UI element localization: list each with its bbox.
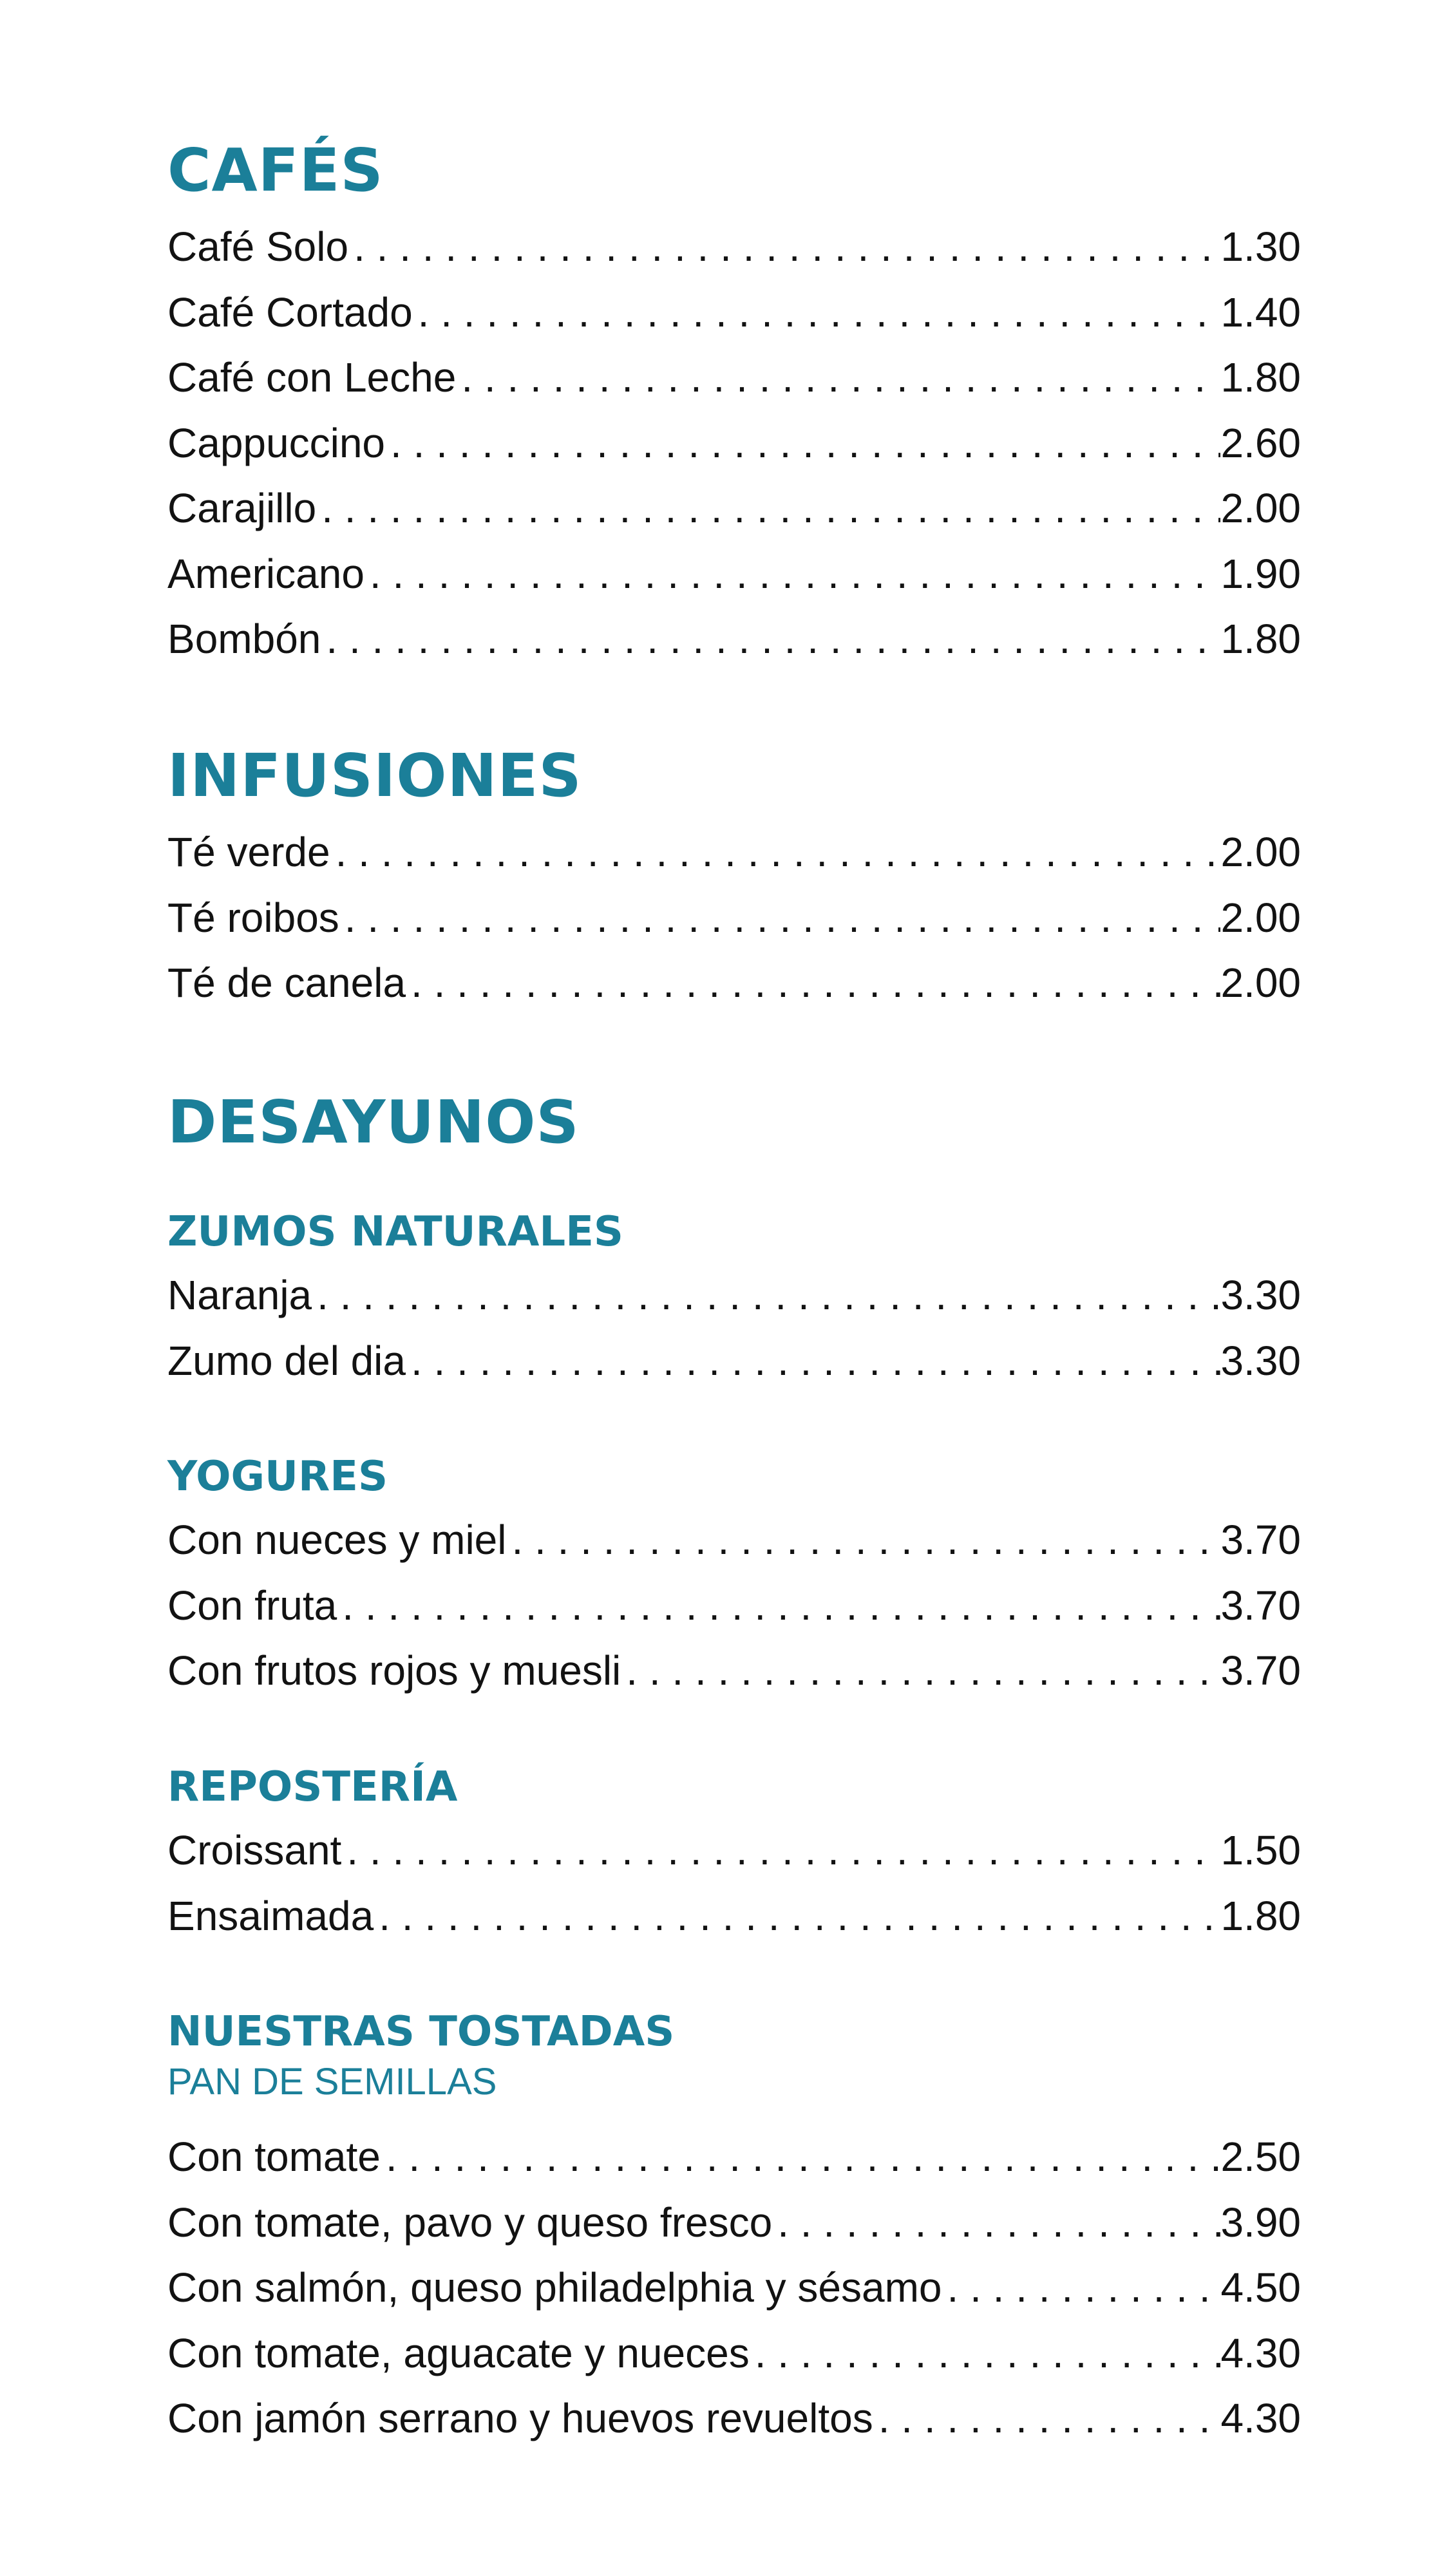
menu-item <box>167 1573 1301 1639</box>
section-cafes <box>167 132 1301 672</box>
item-price: 3.30 <box>1220 1337 1301 1384</box>
dot-leader <box>341 1818 1220 1884</box>
menu-item <box>167 886 1301 951</box>
item-name: Té verde <box>167 829 330 875</box>
menu-item <box>167 1263 1301 1329</box>
item-price: 3.30 <box>1220 1272 1301 1318</box>
item-price: 2.00 <box>1220 960 1301 1006</box>
dot-leader <box>406 951 1220 1016</box>
item-price: 2.00 <box>1220 829 1301 875</box>
item-name: Té de canela <box>167 960 406 1006</box>
item-price: 1.80 <box>1220 616 1301 662</box>
menu-item <box>167 476 1301 542</box>
subsection-title-zumos: ZUMOS NATURALES <box>167 1208 623 1256</box>
item-name: Cappuccino <box>167 419 385 466</box>
item-name: Con tomate <box>167 2134 381 2180</box>
item-name: Con nueces y miel <box>167 1517 507 1563</box>
item-name: Bombón <box>167 616 321 662</box>
dot-leader <box>312 1263 1220 1329</box>
item-name: Americano <box>167 550 365 597</box>
item-name: Con salmón, queso philadelphia y sésamo <box>167 2264 942 2311</box>
item-name: Café con Leche <box>167 354 457 401</box>
menu-item <box>167 1818 1301 1884</box>
menu-item <box>167 2190 1301 2256</box>
item-name: Con fruta <box>167 1582 337 1629</box>
dot-leader <box>348 214 1220 280</box>
item-price: 2.00 <box>1220 485 1301 531</box>
dot-leader <box>873 2386 1221 2452</box>
item-name: Café Solo <box>167 223 349 270</box>
menu-item <box>167 411 1301 477</box>
item-name: Ensaimada <box>167 1892 374 1939</box>
item-name: Café Cortado <box>167 289 413 336</box>
item-price: 2.00 <box>1220 894 1301 941</box>
item-name: Naranja <box>167 1272 312 1318</box>
menu-item <box>167 607 1301 672</box>
item-price: 3.90 <box>1220 2199 1301 2246</box>
section-title-cafes: CAFÉS <box>167 136 384 205</box>
item-list-reposteria <box>167 1818 1301 1949</box>
section-infusiones <box>167 737 1301 1016</box>
subsection-zumos <box>167 1206 1301 1394</box>
dot-leader <box>381 2125 1221 2190</box>
item-list-infusiones <box>167 820 1301 1016</box>
dot-leader <box>506 1508 1220 1573</box>
dot-leader <box>406 1329 1220 1394</box>
item-price: 1.50 <box>1220 1827 1301 1873</box>
dot-leader <box>385 411 1220 477</box>
menu-item <box>167 214 1301 280</box>
item-name: Con tomate, pavo y queso fresco <box>167 2199 773 2246</box>
dot-leader <box>365 542 1221 607</box>
item-price: 4.50 <box>1220 2264 1301 2311</box>
item-price: 1.80 <box>1220 1892 1301 1939</box>
item-list-tostadas <box>167 2125 1301 2452</box>
item-price: 3.70 <box>1220 1517 1301 1563</box>
subsection-yogures <box>167 1451 1301 1704</box>
subsection-note-bread: PAN DE SEMILLAS <box>167 2061 497 2103</box>
dot-leader <box>316 476 1220 542</box>
menu-item <box>167 2321 1301 2387</box>
dot-leader <box>456 345 1220 411</box>
menu-item <box>167 1329 1301 1394</box>
item-price: 1.30 <box>1220 223 1301 270</box>
dot-leader <box>772 2190 1220 2256</box>
dot-leader <box>374 1884 1220 1949</box>
item-price: 3.70 <box>1220 1647 1301 1694</box>
item-list-cafes <box>167 214 1301 672</box>
dot-leader <box>337 1573 1220 1639</box>
item-list-yogures <box>167 1508 1301 1704</box>
menu-item <box>167 280 1301 346</box>
item-price: 4.30 <box>1220 2395 1301 2441</box>
item-name: Croissant <box>167 1827 342 1873</box>
dot-leader <box>339 886 1221 951</box>
dot-leader <box>330 820 1221 886</box>
menu-item <box>167 820 1301 886</box>
subsection-title-yogures: YOGURES <box>167 1453 388 1501</box>
menu-item <box>167 1638 1301 1704</box>
item-price: 2.60 <box>1220 419 1301 466</box>
item-price: 4.30 <box>1220 2329 1301 2376</box>
item-price: 2.50 <box>1220 2134 1301 2180</box>
menu-item <box>167 345 1301 411</box>
subsection-reposteria <box>167 1761 1301 1949</box>
item-price: 1.90 <box>1220 550 1301 597</box>
item-name: Con jamón serrano y huevos revueltos <box>167 2395 873 2441</box>
item-name: Zumo del dia <box>167 1337 406 1384</box>
section-desayunos <box>167 1084 1301 1161</box>
menu-item <box>167 2386 1301 2452</box>
subsection-tostadas <box>167 2006 1301 2452</box>
dot-leader <box>750 2321 1221 2387</box>
section-title-desayunos: DESAYUNOS <box>167 1088 580 1157</box>
section-title-infusiones: INFUSIONES <box>167 741 582 810</box>
item-list-zumos <box>167 1263 1301 1394</box>
subsection-title-reposteria: REPOSTERÍA <box>167 1763 458 1811</box>
menu-item <box>167 2125 1301 2190</box>
item-price: 1.80 <box>1220 354 1301 401</box>
item-name: Con frutos rojos y muesli <box>167 1647 621 1694</box>
menu-item <box>167 1508 1301 1573</box>
subsection-title-tostadas: NUESTRAS TOSTADAS <box>167 2008 675 2056</box>
dot-leader <box>413 280 1221 346</box>
dot-leader <box>621 1638 1220 1704</box>
item-name: Con tomate, aguacate y nueces <box>167 2329 750 2376</box>
item-name: Té roibos <box>167 894 339 941</box>
item-price: 1.40 <box>1220 289 1301 336</box>
item-price: 3.70 <box>1220 1582 1301 1629</box>
menu-item <box>167 2255 1301 2321</box>
menu-item <box>167 542 1301 607</box>
menu-item <box>167 951 1301 1016</box>
dot-leader <box>321 607 1220 672</box>
item-name: Carajillo <box>167 485 317 531</box>
menu-item <box>167 1884 1301 1949</box>
dot-leader <box>942 2255 1221 2321</box>
